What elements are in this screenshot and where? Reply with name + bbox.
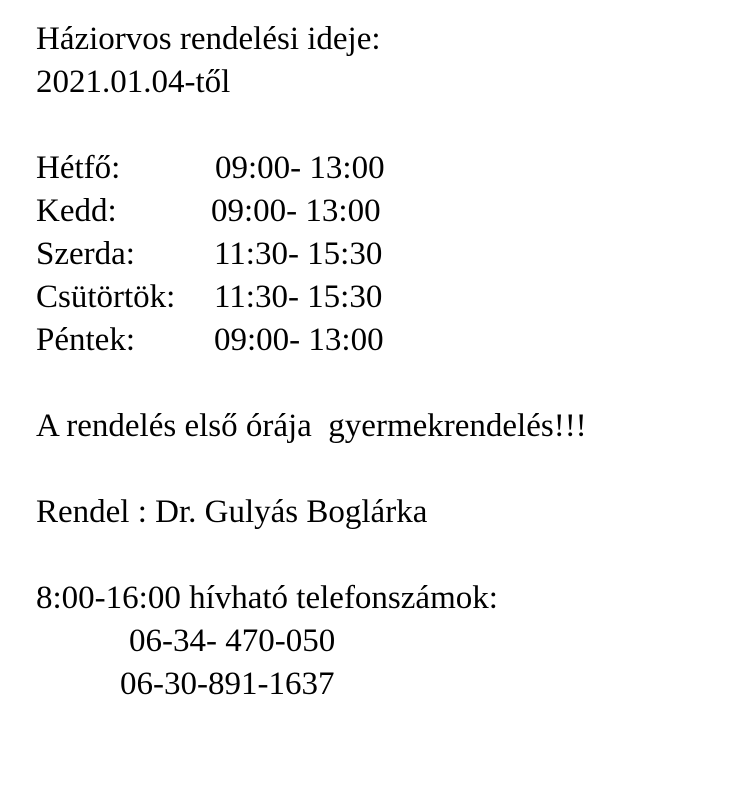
document-title: Háziorvos rendelési ideje: [36, 21, 381, 57]
day-hours: 11:30- 15:30 [214, 236, 383, 272]
spacer [36, 534, 736, 577]
day-label: Kedd: [36, 193, 117, 229]
schedule-document [36, 18, 736, 706]
day-hours: 09:00- 13:00 [211, 193, 381, 229]
schedule-row-monday [36, 147, 736, 190]
phone-number-mobile: 06-30-891-1637 [120, 666, 335, 702]
day-hours: 09:00- 13:00 [214, 322, 384, 358]
schedule-row-tuesday [36, 190, 736, 233]
day-label: Péntek: [36, 322, 135, 358]
day-hours: 11:30- 15:30 [214, 279, 383, 315]
day-label: Szerda: [36, 236, 135, 272]
schedule-row-wednesday [36, 233, 736, 276]
doctor-name: Rendel : Dr. Gulyás Boglárka [36, 494, 428, 530]
effective-date: 2021.01.04-től [36, 64, 231, 100]
phone-hours-label: 8:00-16:00 hívható telefonszámok: [36, 580, 498, 616]
spacer [36, 448, 736, 491]
schedule-row-thursday [36, 276, 736, 319]
day-hours: 09:00- 13:00 [215, 150, 385, 186]
schedule-row-friday [36, 319, 736, 362]
phone-number-landline: 06-34- 470-050 [129, 623, 336, 659]
day-label: Csütörtök: [36, 279, 176, 315]
day-label: Hétfő: [36, 150, 121, 186]
children-hour-note: A rendelés első órája gyermekrendelés!!! [36, 408, 587, 444]
spacer [36, 104, 736, 147]
spacer [36, 362, 736, 405]
